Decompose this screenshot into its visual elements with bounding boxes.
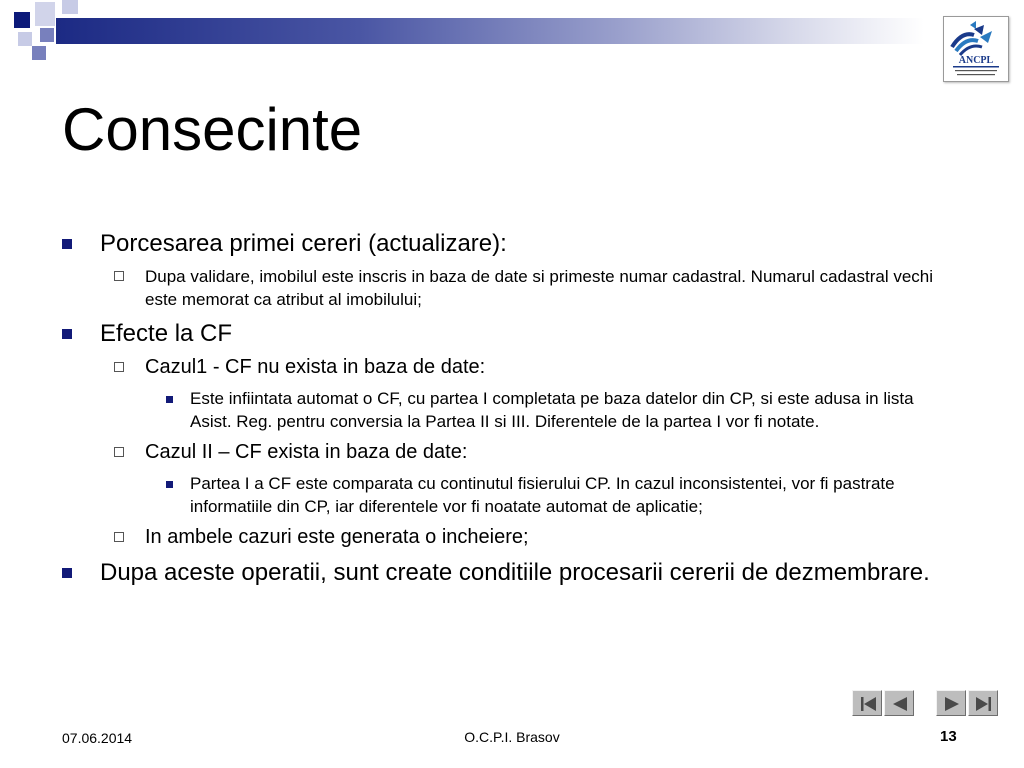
square-bullet-icon	[62, 568, 72, 578]
next-slide-button[interactable]	[936, 690, 966, 716]
bullet-level2	[60, 525, 950, 550]
decor-square	[35, 2, 55, 26]
skip-last-icon	[969, 691, 999, 717]
bullet-level2	[60, 355, 950, 380]
small-square-bullet-icon	[166, 481, 173, 488]
bullet-text: Porcesarea primei cereri (actualizare):	[100, 230, 507, 257]
bullet-text: Este infiintata automat o CF, cu partea I completata pe baza datelor din CP, si este adusa in lista Asist. Reg. pentru conversia la Partea II si III. Diferentele de la partea I vor fi notate.	[190, 389, 914, 431]
bullet-text: Dupa validare, imobilul este inscris in baza de date si primeste numar cadastral. Numarul cadastral vechi este memorat ca atribut al imobilului;	[145, 267, 934, 309]
bullet-text: Efecte la CF	[100, 320, 233, 347]
bullet-level2	[60, 265, 950, 311]
bullet-level3	[60, 472, 950, 518]
decor-square	[32, 46, 46, 60]
decor-square	[40, 28, 54, 42]
triangle-right-icon	[937, 691, 967, 717]
triangle-left-icon	[885, 691, 915, 717]
bullet-level3	[60, 387, 950, 433]
previous-slide-button[interactable]	[884, 690, 914, 716]
ancpl-logo-graphic	[944, 17, 1008, 81]
slide-number: 13	[940, 728, 957, 745]
bullet-level1	[60, 228, 950, 259]
slide-content	[60, 228, 950, 594]
square-bullet-icon	[62, 329, 72, 339]
bullet-text: Cazul1 - CF nu exista in baza de date:	[145, 356, 486, 378]
footer-org: O.C.P.I. Brasov	[464, 729, 560, 745]
bullet-text: In ambele cazuri este generata o incheiere;	[145, 526, 529, 548]
decor-square	[14, 12, 30, 28]
bullet-text: Dupa aceste operatii, sunt create conditiile procesarii cererii de dezmembrare.	[100, 559, 930, 586]
bullet-text: Cazul II – CF exista in baza de date:	[145, 441, 468, 463]
hollow-square-bullet-icon	[114, 362, 124, 372]
bullet-level1	[60, 318, 950, 349]
header-gradient-bar	[56, 18, 924, 44]
svg-text:ANCPL: ANCPL	[958, 55, 994, 66]
footer-date: 07.06.2014	[62, 730, 133, 746]
bullet-level1	[60, 557, 950, 588]
last-slide-button[interactable]	[968, 690, 998, 716]
small-square-bullet-icon	[166, 396, 173, 403]
first-slide-button[interactable]	[852, 690, 882, 716]
slide-title: Consecinte	[62, 96, 363, 163]
square-bullet-icon	[62, 239, 72, 249]
hollow-square-bullet-icon	[114, 532, 124, 542]
decor-square	[18, 32, 32, 46]
bullet-text: Partea I a CF este comparata cu continutul fisierului CP. In cazul inconsistentei, vor fi pastrate informatiile din CP, iar diferentele vor fi noatate automat de aplicatie;	[190, 474, 895, 516]
bullet-level2	[60, 440, 950, 465]
skip-first-icon	[853, 691, 883, 717]
hollow-square-bullet-icon	[114, 447, 124, 457]
ancpl-logo	[943, 16, 1009, 82]
hollow-square-bullet-icon	[114, 271, 124, 281]
decor-square	[62, 0, 78, 14]
